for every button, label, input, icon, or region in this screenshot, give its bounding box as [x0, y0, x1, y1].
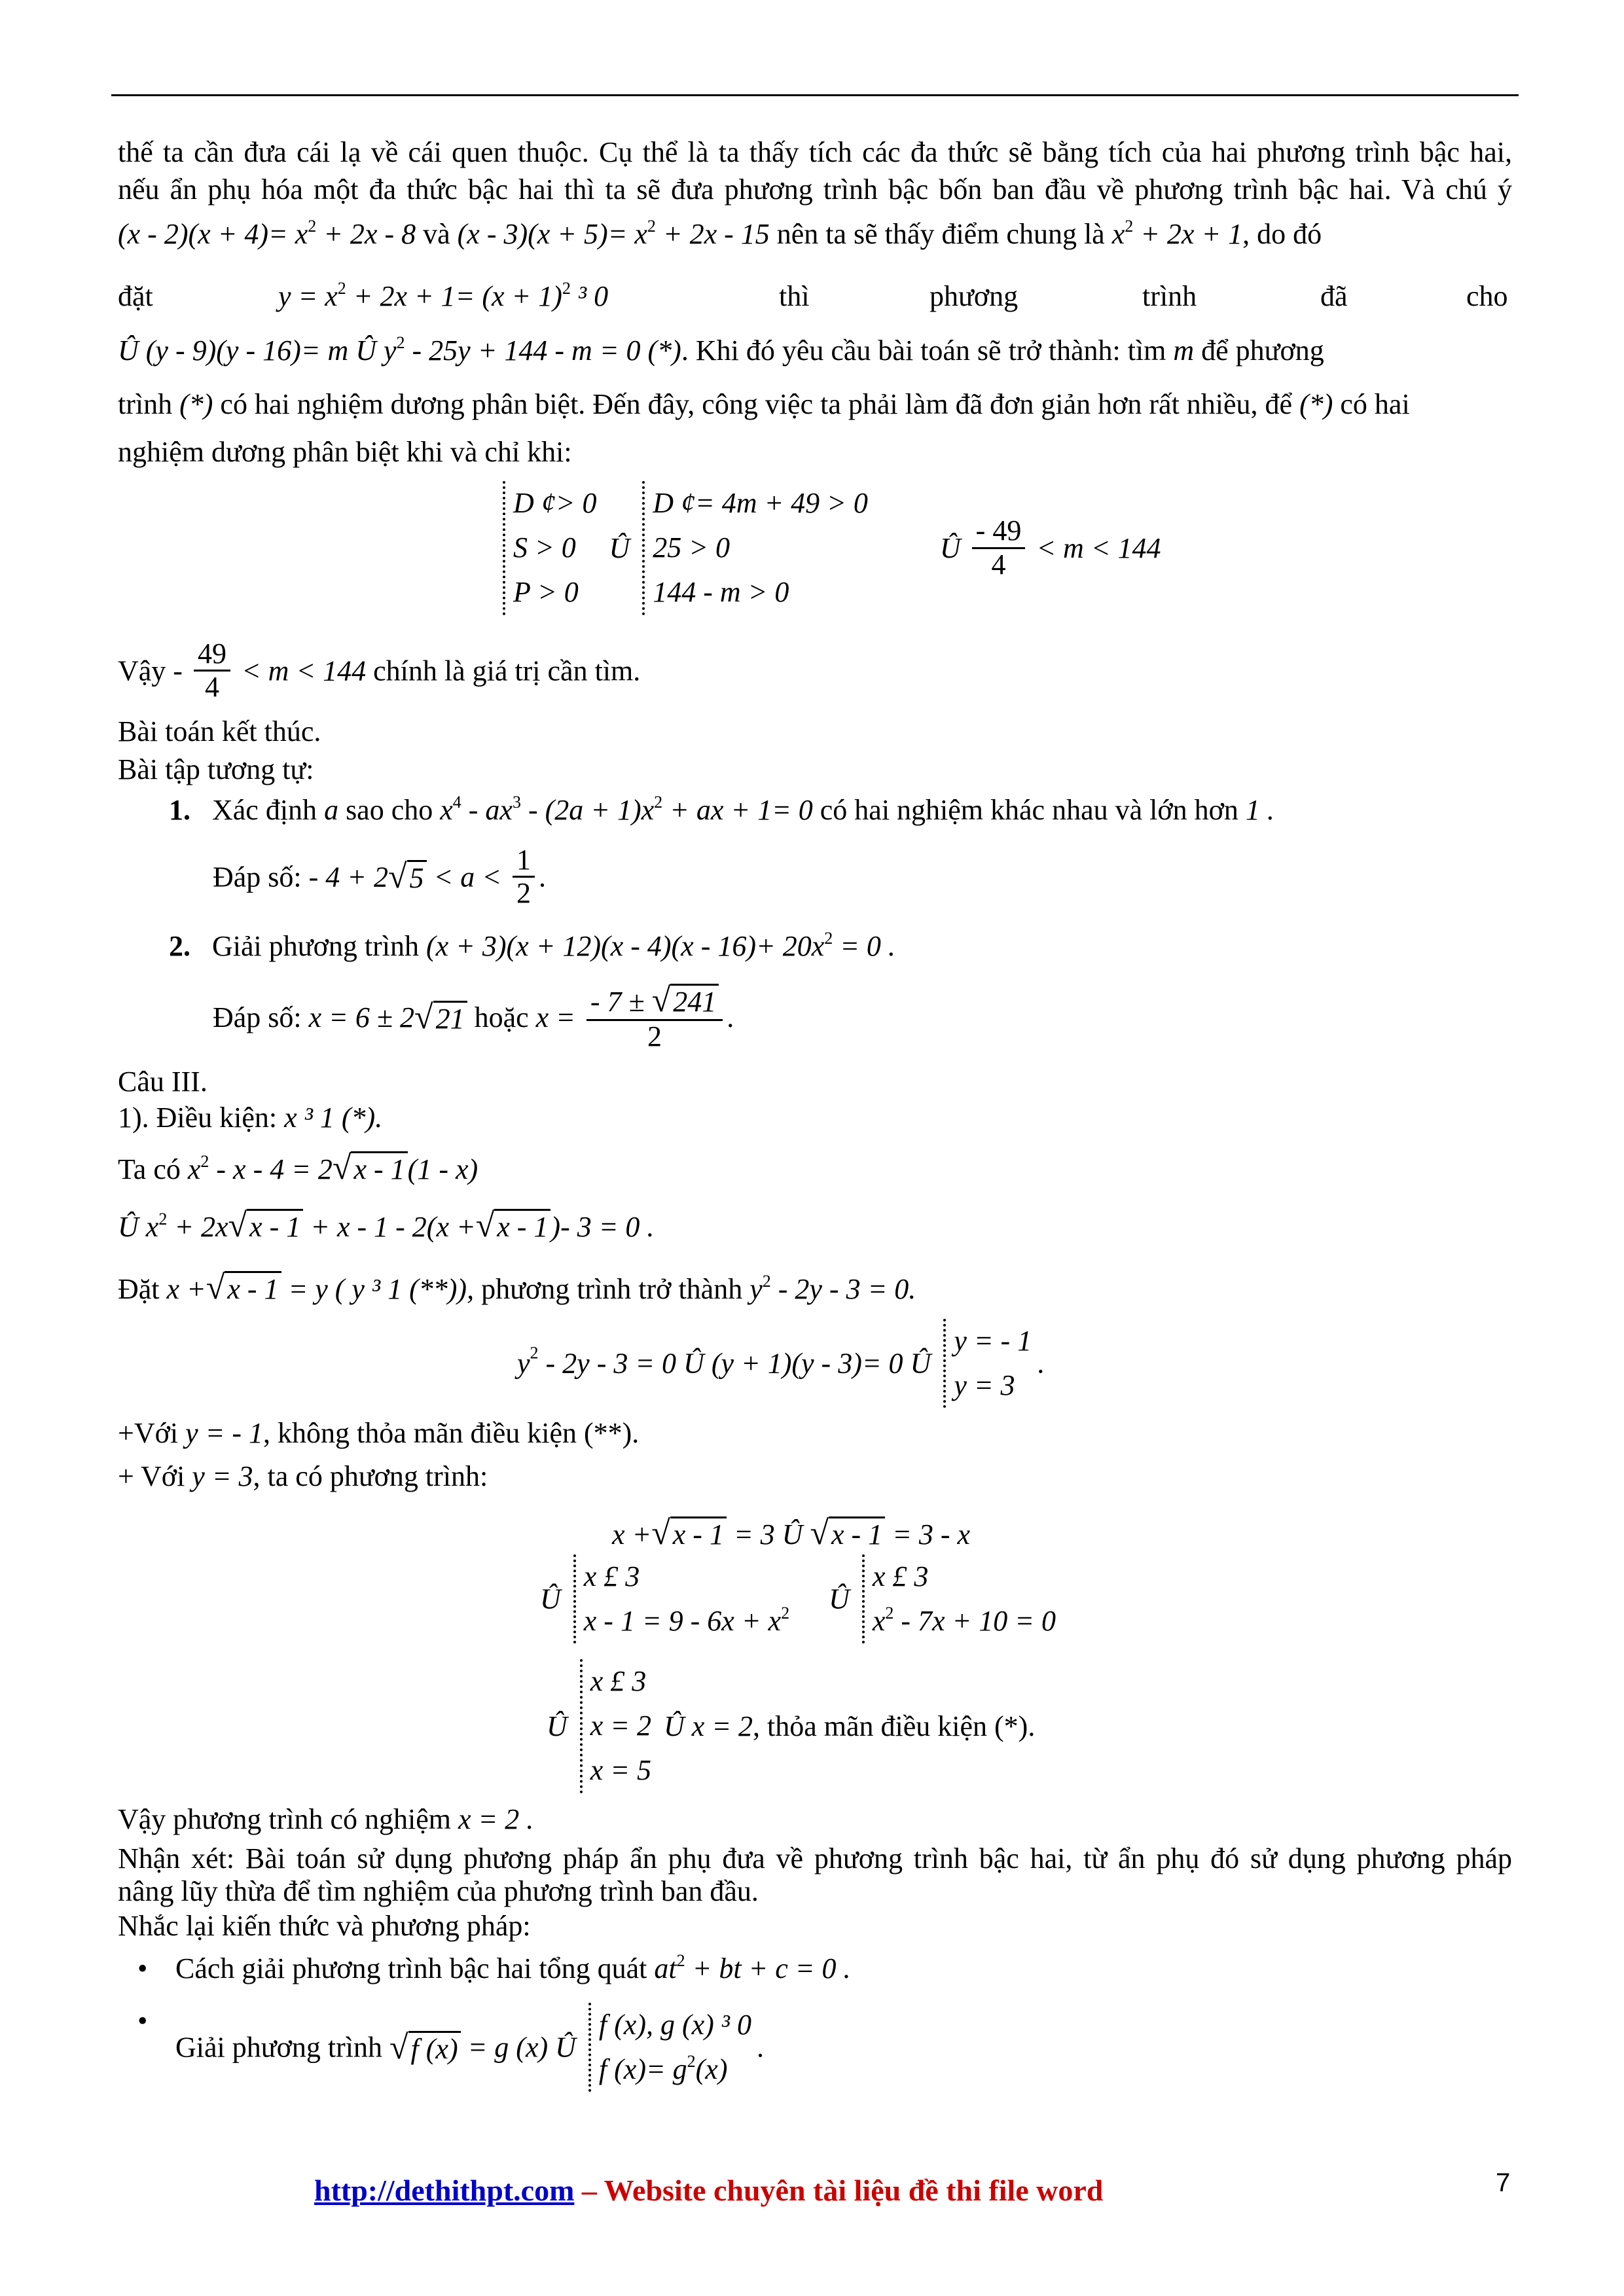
- math: < a <: [433, 861, 501, 893]
- system-brace: [642, 481, 868, 615]
- math: x: [440, 794, 453, 826]
- numerator: 1: [513, 844, 535, 878]
- math: - 25y + 144 - m = 0 (*): [412, 334, 681, 367]
- fraction: [194, 638, 230, 704]
- denominator: 2: [516, 877, 531, 910]
- exp: 2: [562, 279, 571, 298]
- math: (x): [695, 2053, 728, 2086]
- math: x: [187, 1153, 201, 1185]
- text: đã: [1320, 280, 1348, 312]
- text: Vậy -: [118, 655, 183, 687]
- math: Û: [547, 1710, 568, 1742]
- math: ³ 0: [577, 280, 609, 312]
- system-brace: [588, 2003, 751, 2092]
- para-line: [118, 1147, 1512, 1189]
- math: + 2x + 1= (x + 1): [353, 280, 562, 312]
- para-line: [118, 332, 1512, 368]
- math: x = 5: [590, 1754, 652, 1787]
- system-brace: [503, 481, 596, 615]
- exp: 2: [530, 1343, 539, 1363]
- header-rule: [111, 94, 1519, 96]
- sqrt: [388, 858, 427, 896]
- math: .: [538, 861, 546, 893]
- radical-sign: √: [810, 1515, 829, 1552]
- exp: 2: [762, 1272, 771, 1291]
- math: (x - 3)(x + 5)= x: [457, 218, 647, 250]
- para-line: [118, 1415, 1512, 1451]
- text: đặt: [118, 280, 153, 312]
- text: 1). Điều kiện:: [118, 1102, 278, 1134]
- math: Û: [829, 1583, 850, 1615]
- math: (*): [1299, 388, 1333, 420]
- fraction: [972, 515, 1026, 581]
- math: y = x: [278, 280, 338, 312]
- math: Û (y - 9)(y - 16)= m Û y: [118, 334, 397, 367]
- math: (*): [179, 388, 213, 420]
- math: P > 0: [513, 576, 579, 609]
- exp: 2: [824, 929, 833, 948]
- exp: 2: [654, 793, 663, 812]
- radical-sign: √: [332, 1149, 352, 1187]
- numerator: [586, 982, 723, 1021]
- exp: 2: [676, 1951, 685, 1970]
- math: + bt + c = 0 .: [692, 1952, 851, 1984]
- math: Û: [939, 531, 961, 564]
- text: Đáp số:: [213, 861, 302, 893]
- math: + 2x - 8: [323, 218, 416, 250]
- math: ( y ³ 1 (**)),: [334, 1273, 475, 1305]
- math: x ³ 1 (*).: [284, 1102, 383, 1134]
- math: 144 - m > 0: [653, 576, 789, 609]
- math: .: [727, 1001, 734, 1033]
- denominator: 2: [647, 1020, 662, 1053]
- math: y: [749, 1273, 763, 1305]
- text: chính là giá trị cần tìm.: [373, 655, 641, 687]
- para-line: [118, 1908, 1512, 1944]
- math: D ¢> 0: [513, 487, 597, 519]
- footer-tagline: – Website chuyên tài liệu đề thi file word: [574, 2174, 1104, 2207]
- math: + x - 1 - 2(x +: [310, 1211, 476, 1243]
- radical-sign: √: [651, 1515, 670, 1552]
- math: Û x: [118, 1211, 159, 1243]
- text: Nhắc lại kiến thức và phương pháp:: [118, 1910, 531, 1942]
- para-line: [517, 1319, 1303, 1408]
- system-brace: [580, 1659, 651, 1793]
- exercise-1: [169, 792, 1563, 828]
- math: y = - 1: [185, 1417, 263, 1449]
- answer-1: [213, 844, 1607, 910]
- exp: 2: [647, 217, 656, 236]
- math: = 3 - x: [892, 1518, 971, 1551]
- math: - 2y - 3 = 0 Û (y + 1)(y - 3)= 0 Û: [545, 1347, 931, 1380]
- para-line: [118, 751, 1512, 787]
- text: 2.: [169, 930, 190, 962]
- math: x = 6 ± 2: [308, 1001, 415, 1033]
- exp: 2: [158, 1210, 168, 1229]
- math: x = 2: [590, 1710, 652, 1742]
- math: = g (x) Û: [467, 2031, 576, 2064]
- math: = 0 .: [840, 930, 895, 962]
- text: Câu III.: [118, 1066, 208, 1098]
- answer-2: [213, 982, 1607, 1053]
- para-line: [118, 216, 1512, 252]
- math: + 2x: [174, 1211, 228, 1243]
- math: = 3 Û: [733, 1518, 803, 1551]
- math: < m < 144: [241, 655, 367, 687]
- footer-link[interactable]: http://dethithpt.com: [314, 2174, 575, 2207]
- math: at: [654, 1952, 677, 1984]
- math: .: [757, 2031, 764, 2064]
- math: -: [975, 514, 986, 547]
- math: x: [1111, 218, 1125, 250]
- para-line: [118, 1100, 1512, 1136]
- text: thì: [779, 280, 810, 312]
- text: có hai nghiệm khác nhau và lớn hơn: [820, 794, 1238, 826]
- math: + ax + 1= 0: [670, 794, 813, 826]
- para-line: [118, 1204, 1512, 1247]
- math: a: [324, 794, 339, 826]
- text: Nhận xét: Bài toán sử dụng phương pháp ẩn phụ đưa về phương trình bậc hai, từ ẩn phụ đó sử dụng phương pháp: [118, 1842, 1512, 1874]
- math: Û: [609, 531, 630, 564]
- math: (x - 2)(x + 4)= x: [118, 218, 308, 250]
- sqrt: [414, 998, 467, 1036]
- para-line: [612, 1512, 1201, 1554]
- system-brace: [573, 1554, 789, 1643]
- math: x £ 3: [872, 1560, 929, 1592]
- text: phương: [929, 280, 1019, 312]
- math: x =: [535, 1001, 575, 1033]
- para-line: [118, 713, 1512, 749]
- math: x - 1 = 9 - 6x + x: [583, 1605, 782, 1638]
- para-line: [118, 1873, 1512, 1909]
- math: 1 .: [1245, 794, 1274, 826]
- para-line: [118, 1840, 1512, 1876]
- text: và: [423, 218, 450, 250]
- system-block: [497, 481, 1283, 615]
- numerator: 49: [194, 638, 230, 672]
- exp: 2: [396, 333, 405, 352]
- math: x +: [166, 1273, 206, 1305]
- text: , không thỏa mãn điều kiện (**).: [262, 1417, 640, 1449]
- math: f (x): [408, 2031, 461, 2065]
- numerator: [972, 515, 1026, 548]
- footer: [314, 2172, 1296, 2210]
- para-line: [118, 134, 1512, 170]
- text: , ta có phương trình:: [253, 1460, 488, 1492]
- exp: 2: [200, 1152, 209, 1171]
- exp: 2: [687, 2052, 696, 2072]
- radical-sign: √: [475, 1207, 495, 1244]
- math: Û x = 2: [664, 1710, 753, 1742]
- exp: 2: [308, 217, 317, 236]
- text: nên ta sẽ thấy điểm chung là: [776, 218, 1105, 250]
- exercise-2: [169, 928, 1563, 964]
- para-line: [118, 638, 1512, 704]
- text: cho: [1466, 280, 1508, 312]
- system-block: [547, 1659, 1332, 1793]
- text: +Với: [118, 1417, 179, 1449]
- math: - 7x + 10 = 0: [901, 1605, 1056, 1638]
- text: hoặc: [474, 1001, 529, 1033]
- text: Giải phương trình: [175, 2031, 382, 2064]
- math: x = 2 .: [458, 1803, 534, 1835]
- math-group: [278, 278, 608, 314]
- math: 25 > 0: [653, 531, 730, 564]
- text: Đáp số:: [213, 1001, 302, 1033]
- page-number: 7: [1496, 2168, 1511, 2197]
- radical-sign: √: [228, 1207, 247, 1244]
- radical-sign: √: [414, 998, 433, 1036]
- para-line: [118, 434, 1512, 470]
- text: Vậy phương trình có nghiệm: [118, 1803, 452, 1835]
- text: Giải phương trình: [212, 930, 419, 962]
- math: 49: [992, 514, 1022, 547]
- text: có hai nghiệm dương phân biệt. Đến đây, công việc ta phải làm đã đơn giản hơn rất nhiều, để: [220, 388, 1293, 420]
- radical-sign: √: [389, 2028, 408, 2066]
- math: y = 3: [192, 1460, 253, 1492]
- exp: 2: [337, 279, 346, 298]
- radical-sign: √: [388, 858, 407, 896]
- text: nếu ẩn phụ hóa một đa thức bậc hai thì ta sẽ đưa phương trình bậc bốn ban đầu về phương trình bậc hai. Và chú ý: [118, 173, 1512, 206]
- text: trình: [118, 388, 173, 420]
- text: Ta có: [118, 1153, 181, 1185]
- math: .: [1037, 1347, 1045, 1380]
- math: y = - 1: [954, 1325, 1032, 1357]
- text: , do đó: [1242, 218, 1322, 250]
- text: Cách giải phương trình bậc hai tổng quát: [175, 1952, 647, 1984]
- math: x £ 3: [590, 1665, 647, 1697]
- sqrt: [389, 2028, 461, 2066]
- math: x - 1: [829, 1516, 885, 1551]
- math: x - 1: [351, 1151, 407, 1185]
- math: + 2x + 1: [1140, 218, 1243, 250]
- math: y: [517, 1347, 530, 1380]
- radical-sign: √: [206, 1269, 225, 1306]
- para-line: [118, 1064, 1512, 1100]
- radical-sign: √: [651, 982, 671, 1019]
- math: 241: [670, 984, 719, 1018]
- text: Bài toán kết thúc.: [118, 715, 321, 747]
- text: + Với: [118, 1460, 185, 1492]
- bullet-item: [175, 1950, 1570, 1986]
- math: x - 1: [247, 1209, 303, 1243]
- math: < m < 144: [1036, 531, 1161, 564]
- system-brace: [943, 1319, 1032, 1408]
- fraction: [586, 982, 723, 1053]
- math: 21: [433, 1001, 467, 1035]
- text: Đặt: [118, 1273, 160, 1305]
- text: sao cho: [346, 794, 433, 826]
- math: m: [1173, 334, 1195, 367]
- math: - (2a + 1)x: [528, 794, 655, 826]
- para-line: [118, 386, 1512, 422]
- math: + 2x - 15: [662, 218, 770, 250]
- math: (x + 3)(x + 12)(x - 4)(x - 16)+ 20x: [425, 930, 825, 962]
- exp: 2: [1125, 217, 1134, 236]
- math: - ax: [468, 794, 513, 826]
- exp: 2: [781, 1604, 790, 1623]
- math: x - 1: [494, 1209, 550, 1243]
- math: x £ 3: [583, 1560, 640, 1592]
- text: nghiệm dương phân biệt khi và chỉ khi:: [118, 436, 572, 468]
- math: - x - 4 = 2: [216, 1153, 333, 1185]
- para-line: [118, 1801, 1512, 1837]
- math: S > 0: [513, 531, 576, 564]
- math: - 7 ±: [590, 986, 645, 1018]
- math: - 2y - 3 = 0.: [778, 1273, 916, 1305]
- exp: 3: [512, 793, 521, 812]
- math: f (x)= g: [598, 2053, 687, 2086]
- math: y = 3: [954, 1369, 1015, 1402]
- math: = y: [288, 1273, 328, 1305]
- math: - 4 + 2: [308, 861, 388, 893]
- text: để phương: [1201, 334, 1324, 367]
- text: thế ta cần đưa cái lạ về cái quen thuộc. Cụ thể là ta thấy tích các đa thức sẽ bằng tích của hai phương trình bậc hai,: [118, 136, 1512, 168]
- text: Bài tập tương tự:: [118, 753, 314, 785]
- para-line: [118, 1266, 1512, 1309]
- denominator: 4: [204, 671, 219, 704]
- text: phương trình trở thành: [481, 1273, 743, 1305]
- math: x - 1: [670, 1516, 727, 1551]
- system-block: [540, 1554, 1326, 1643]
- exp: 4: [452, 793, 461, 812]
- text: trình: [1142, 280, 1197, 312]
- text: . Khi đó yêu cầu bài toán sẽ trở thành: tìm: [681, 334, 1166, 367]
- math: 5: [407, 860, 427, 894]
- para-line: [118, 171, 1512, 207]
- text: Xác định: [212, 794, 317, 826]
- bullet-item: [175, 2003, 1570, 2092]
- math: (1 - x): [407, 1153, 478, 1185]
- math: Û: [540, 1583, 561, 1615]
- math: x: [872, 1605, 886, 1638]
- text: có hai: [1340, 388, 1410, 420]
- denominator: 4: [991, 548, 1006, 581]
- system-brace: [862, 1554, 1056, 1643]
- text: , thỏa mãn điều kiện (*).: [753, 1710, 1036, 1742]
- text: nâng lũy thừa để tìm nghiệm của phương trình ban đầu.: [118, 1875, 759, 1907]
- math: x +: [612, 1518, 652, 1551]
- text: 1.: [169, 794, 190, 826]
- math: D ¢= 4m + 49 > 0: [653, 487, 868, 519]
- math: )- 3 = 0 .: [550, 1211, 655, 1243]
- exp: 2: [885, 1604, 894, 1623]
- fraction: [513, 844, 535, 910]
- para-line: [118, 1458, 1512, 1494]
- math: f (x), g (x) ³ 0: [598, 2009, 751, 2041]
- math: x - 1: [225, 1271, 281, 1305]
